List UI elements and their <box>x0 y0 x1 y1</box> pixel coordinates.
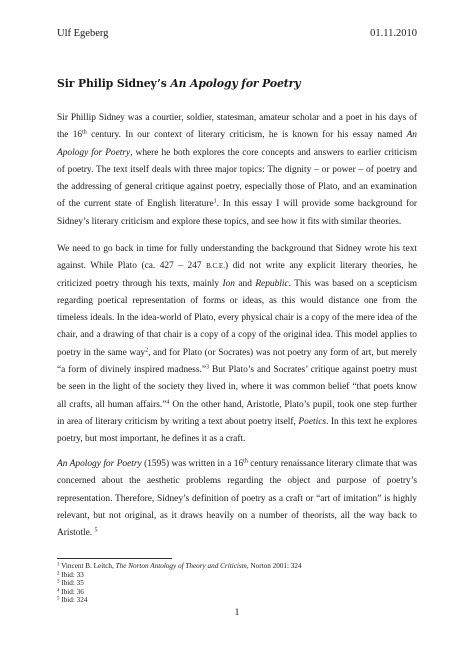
header-author: Ulf Egeberg <box>57 28 109 39</box>
footnote-separator <box>57 558 172 559</box>
footnote-ref-3: 3 <box>205 364 209 371</box>
footnote-item <box>57 579 302 588</box>
p1-superscript-th: th <box>82 129 87 136</box>
footnote-ref-4: 4 <box>166 399 170 406</box>
footnote-ref-5: 5 <box>94 527 98 534</box>
paragraph-2 <box>57 241 417 449</box>
footnote-item <box>57 562 302 571</box>
p2-text-f: But Plato’s and Socrates’ critique against poetry must be seen in the light of the society they lived in, where it was common belief “that poets know all crafts, all human affairs.” <box>57 365 417 410</box>
footnote-number: 2 <box>57 571 60 577</box>
p2-text-c: and <box>234 278 256 289</box>
page-header <box>57 28 417 39</box>
page-number: 1 <box>234 608 240 618</box>
title-prefix: Sir Philip Sidney’s <box>57 77 171 90</box>
footnote-number: 3 <box>57 579 60 585</box>
footnote-book-title: The Norton Antology of Theory and Criticism <box>115 562 247 570</box>
p2-text-b: ) did not write any explicit literary theories, he criticized poetry through his texts, mainly <box>57 261 417 289</box>
p1-text-c: , where he both explores the core concepts and answers to earlier criticism of poetry. The text itself deals with three major topics: The dignity – or power – of poetry and the addressing of general critique against poetry, especially those of Plato, and an examination of the current state of English literature <box>57 147 417 210</box>
footnote-number: 1 <box>57 562 60 568</box>
footnote-text: Vincent B. Leitch, <box>59 562 116 570</box>
p3-text-a: (1595) was written in a 16 <box>141 459 244 469</box>
p3-text-b: century renaissance literary climate that was concerned about the aesthetic problems regarding the object and purpose of poetry’s representation. Therefore, Sidney’s definition of poetry as a craft or “art of imitation” is highly relevant, but not original, as it draws heavily on a number of theorists, all the way back to Aristotle. <box>57 459 417 539</box>
p2-work-republic: Republic <box>255 278 289 289</box>
p2-text-a: We need to go back in time for fully understanding the background that Sidney wrote his text against. While Plato (ca. 427 – 247 <box>57 244 417 272</box>
p2-era-abbrev: B.C.E. <box>206 262 225 271</box>
paragraph-1 <box>57 110 417 231</box>
p3-superscript-th: th <box>243 458 248 465</box>
p2-work-ion: Ion <box>222 278 235 289</box>
header-date: 01.11.2010 <box>370 28 417 39</box>
footnote-item <box>57 596 302 605</box>
footnote-text: Ibid: 36 <box>59 587 84 596</box>
footnote-number: 4 <box>57 588 60 594</box>
p2-text-h: . In this text he explores poetry, but most important, he defines it as a craft. <box>57 416 417 445</box>
footnote-number: 5 <box>57 596 60 602</box>
paragraph-3 <box>57 456 417 542</box>
title-work: An Apology for Poetry <box>170 77 301 90</box>
essay-title <box>57 77 434 90</box>
footnote-text: Ibid: 324 <box>59 596 88 605</box>
p1-work-title: An Apology for Poetry <box>57 130 417 158</box>
p2-text-d: . This was based on a scepticism regarding poetical representation of forms or ideas, as this would distance one from the timeless ideals. In the idea-world of Plato, every physical chair is a copy of the mere idea of the chair, and a drawing of that chair is a copy of a copy of the original idea. This model applies to poetry in the same way <box>57 278 417 358</box>
footnote-text-end: , Norton 2001: 324 <box>246 562 302 570</box>
p1-text-b: century. In our context of literary criticism, he is known for his essay named <box>86 130 407 141</box>
footnote-text: Ibid: 35 <box>59 579 84 588</box>
footnote-ref-1: 1 <box>213 198 217 205</box>
footnote-item <box>57 588 302 597</box>
footnotes <box>57 562 302 605</box>
p1-text-d: . In this essay I will provide some background for Sidney’s literary criticism and explore these topics, and see how it fits with similar theories. <box>57 199 418 227</box>
footnote-ref-2: 2 <box>145 347 149 354</box>
p3-work-title: An Apology for Poetry <box>57 459 142 469</box>
p2-text-g: On the other hand, Aristotle, Plato’s pupil, took one step further in area of literary criticism by writing a text about poetry itself, <box>57 399 417 427</box>
p2-work-poetics: Poetics <box>298 416 327 427</box>
p1-text-a: Sir Phillip Sidney was a courtier, soldier, statesman, amateur scholar and a poet in his days of the 16 <box>57 113 417 141</box>
footnote-item <box>57 571 302 580</box>
p2-text-e: , and for Plato (or Socrates) was not poetry any form of art, but merely “a form of divinely inspired madness.” <box>57 347 418 376</box>
footnote-text: Ibid: 33 <box>59 570 84 579</box>
